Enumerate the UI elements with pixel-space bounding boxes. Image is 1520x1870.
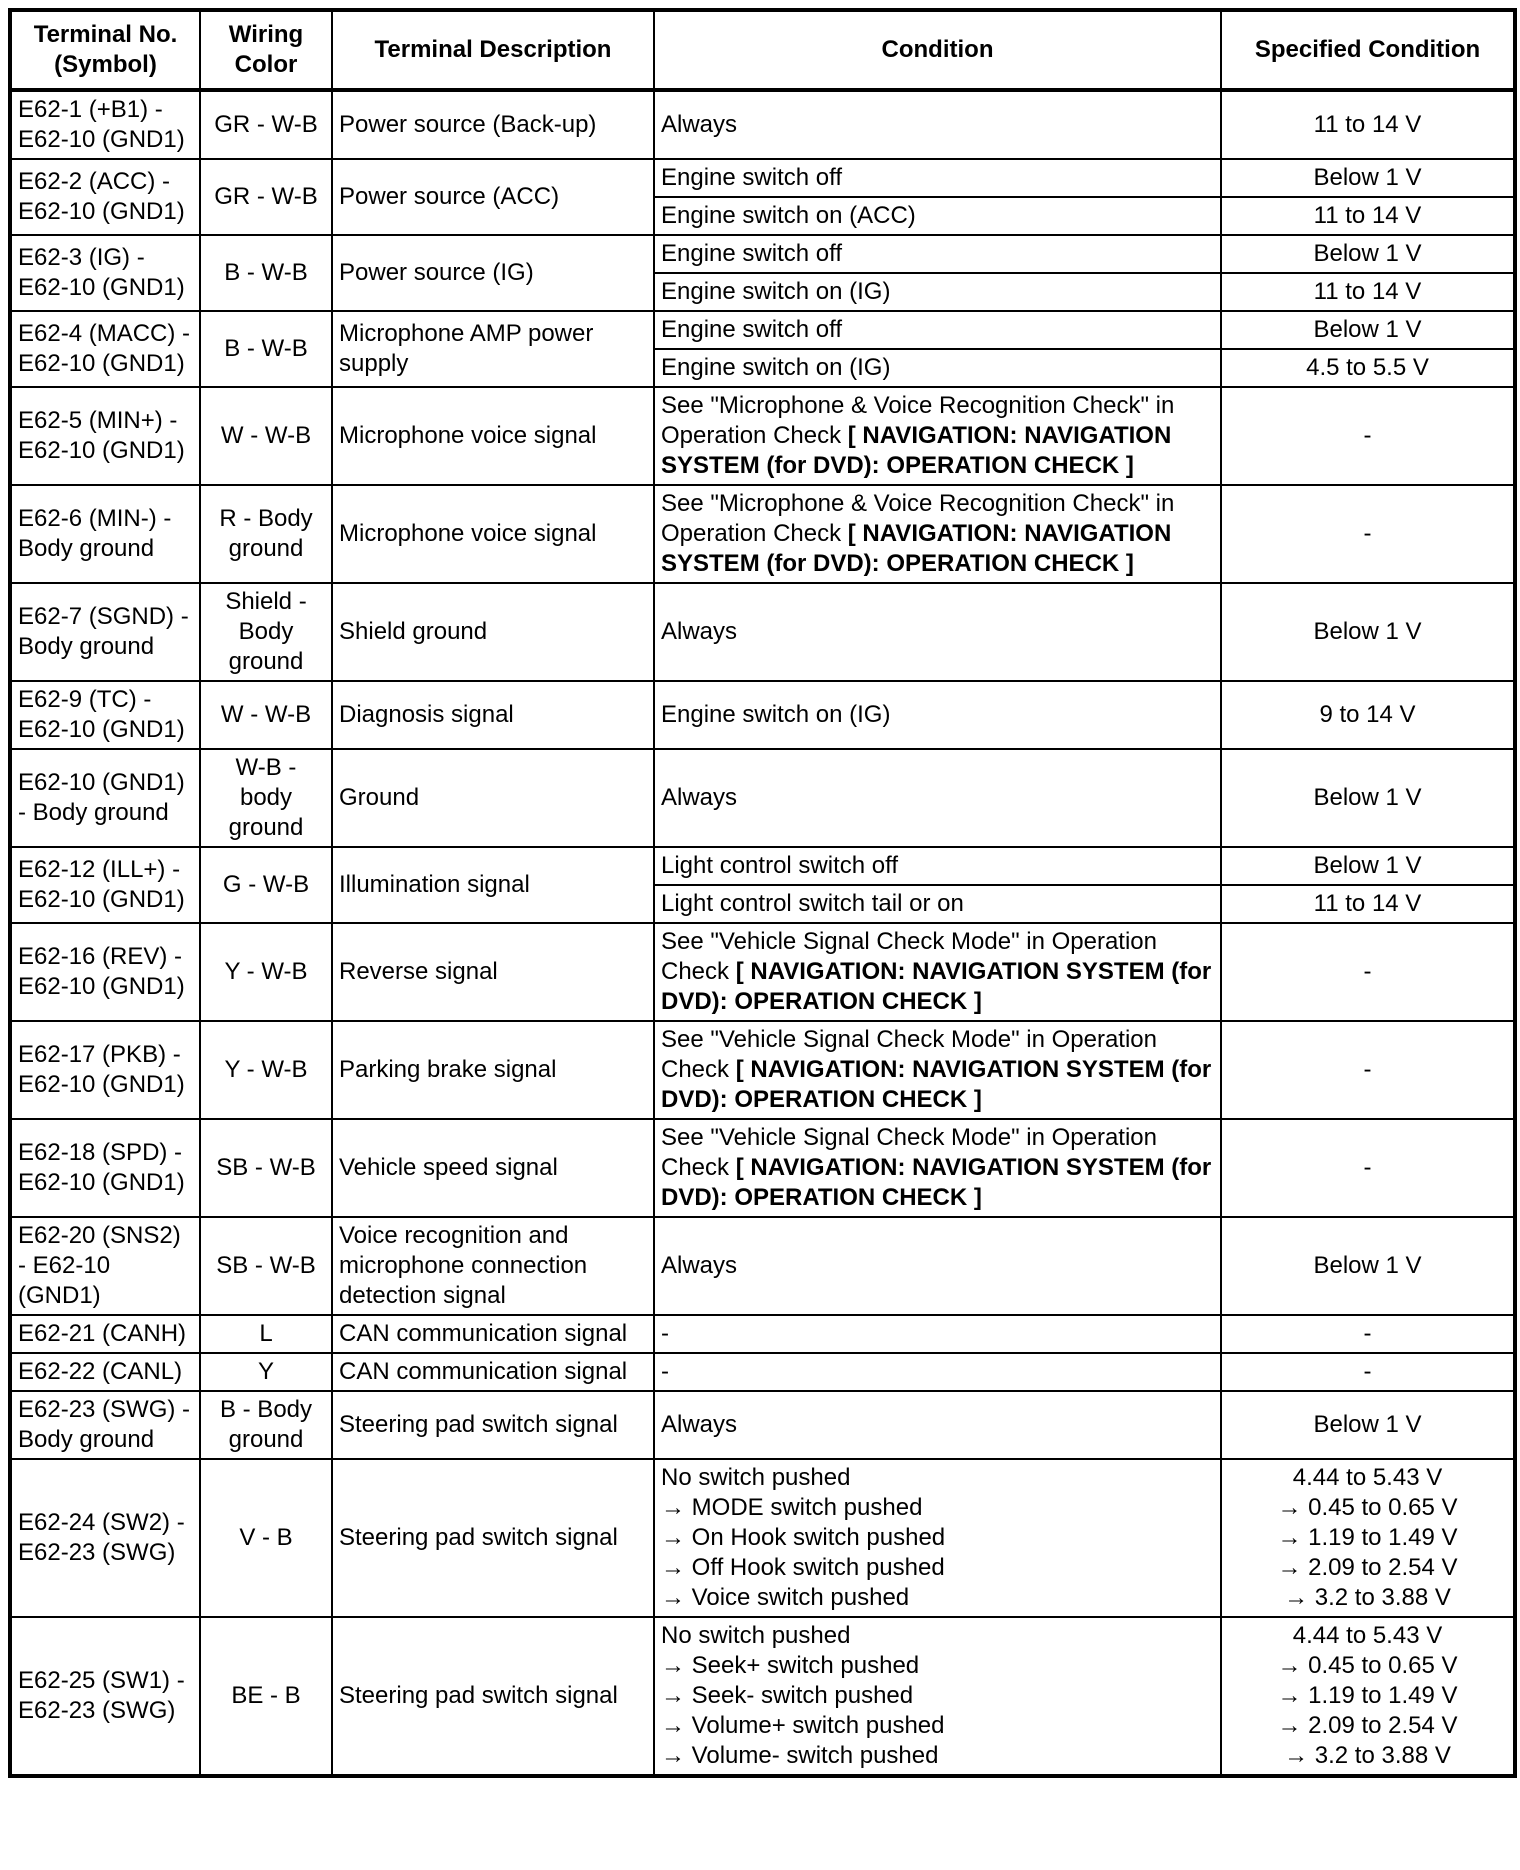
terminal-cell: E62-20 (SNS2) - E62-10 (GND1) bbox=[10, 1217, 200, 1315]
condition-cell bbox=[654, 1119, 1221, 1217]
condition-cell bbox=[654, 923, 1221, 1021]
condition-cell bbox=[654, 1391, 1221, 1459]
specified-cell: 11 to 14 V bbox=[1221, 885, 1515, 923]
description-cell: Steering pad switch signal bbox=[332, 1459, 654, 1617]
table-row bbox=[10, 235, 1515, 273]
condition-line: → Volume- switch pushed bbox=[661, 1742, 939, 1769]
specified-line: 4.44 to 5.43 V bbox=[1292, 1622, 1443, 1649]
terminal-cell: E62-2 (ACC) - E62-10 (GND1) bbox=[10, 159, 200, 235]
terminal-cell: E62-6 (MIN-) - Body ground bbox=[10, 485, 200, 583]
table-row bbox=[10, 1021, 1515, 1119]
description-cell: CAN communication signal bbox=[332, 1353, 654, 1391]
table-row bbox=[10, 1217, 1515, 1315]
wiring-cell: Y - W-B bbox=[200, 923, 332, 1021]
condition-line: → Seek- switch pushed bbox=[661, 1682, 914, 1709]
specified-cell bbox=[1221, 1617, 1515, 1776]
specified-cell: 9 to 14 V bbox=[1221, 681, 1515, 749]
operation-check-reference: [ NAVIGATION: NAVIGATION SYSTEM (for DVD): OPERATION CHECK ] bbox=[661, 1154, 1212, 1211]
table-row bbox=[10, 847, 1515, 885]
condition-cell bbox=[654, 273, 1221, 311]
specified-cell: Below 1 V bbox=[1221, 1217, 1515, 1315]
description-cell: Shield ground bbox=[332, 583, 654, 681]
specified-cell: - bbox=[1221, 485, 1515, 583]
terminal-table-container bbox=[8, 8, 1513, 1778]
operation-check-reference: [ NAVIGATION: NAVIGATION SYSTEM (for DVD): OPERATION CHECK ] bbox=[661, 958, 1212, 1015]
condition-cell bbox=[654, 349, 1221, 387]
table-row bbox=[10, 1617, 1515, 1776]
condition-cell bbox=[654, 197, 1221, 235]
wiring-cell: W-B - body ground bbox=[200, 749, 332, 847]
table-body bbox=[10, 90, 1515, 1776]
specified-line: → 2.09 to 2.54 V bbox=[1277, 1712, 1458, 1739]
specified-cell: Below 1 V bbox=[1221, 1391, 1515, 1459]
condition-cell bbox=[654, 90, 1221, 159]
terminal-cell: E62-17 (PKB) - E62-10 (GND1) bbox=[10, 1021, 200, 1119]
condition-text: See "Vehicle Signal Check Mode" in Operation Check bbox=[661, 1124, 1157, 1181]
condition-text: Light control switch off bbox=[661, 852, 899, 879]
specified-line: → 1.19 to 1.49 V bbox=[1277, 1524, 1458, 1551]
condition-cell bbox=[654, 1617, 1221, 1776]
description-cell: Illumination signal bbox=[332, 847, 654, 923]
header-row bbox=[10, 10, 1515, 90]
terminal-cell: E62-21 (CANH) bbox=[10, 1315, 200, 1353]
specified-line: → 2.09 to 2.54 V bbox=[1277, 1554, 1458, 1581]
condition-cell bbox=[654, 235, 1221, 273]
table-row bbox=[10, 681, 1515, 749]
terminal-cell: E62-18 (SPD) - E62-10 (GND1) bbox=[10, 1119, 200, 1217]
wiring-cell: SB - W-B bbox=[200, 1217, 332, 1315]
condition-line: → On Hook switch pushed bbox=[661, 1524, 946, 1551]
table-row bbox=[10, 1459, 1515, 1617]
description-cell: Power source (IG) bbox=[332, 235, 654, 311]
specified-cell: 11 to 14 V bbox=[1221, 90, 1515, 159]
condition-cell bbox=[654, 885, 1221, 923]
condition-text: Engine switch on (IG) bbox=[661, 701, 891, 728]
condition-text: Light control switch tail or on bbox=[661, 890, 964, 917]
description-cell: Vehicle speed signal bbox=[332, 1119, 654, 1217]
wiring-cell: W - W-B bbox=[200, 387, 332, 485]
table-row bbox=[10, 923, 1515, 1021]
condition-text: Engine switch on (ACC) bbox=[661, 202, 916, 229]
condition-line: No switch pushed bbox=[661, 1464, 851, 1491]
specified-cell: Below 1 V bbox=[1221, 583, 1515, 681]
header-description: Terminal Description bbox=[332, 10, 654, 90]
condition-text: See "Microphone & Voice Recognition Check" in Operation Check bbox=[661, 490, 1175, 547]
specified-line: → 3.2 to 3.88 V bbox=[1284, 1584, 1451, 1611]
table-row bbox=[10, 387, 1515, 485]
wiring-cell: V - B bbox=[200, 1459, 332, 1617]
specified-cell: - bbox=[1221, 387, 1515, 485]
condition-text: Always bbox=[661, 1252, 738, 1279]
wiring-cell: GR - W-B bbox=[200, 90, 332, 159]
header-specified: Specified Condition bbox=[1221, 10, 1515, 90]
specified-cell: Below 1 V bbox=[1221, 159, 1515, 197]
table-row bbox=[10, 1353, 1515, 1391]
wiring-cell: B - W-B bbox=[200, 311, 332, 387]
description-cell: Microphone AMP power supply bbox=[332, 311, 654, 387]
terminal-cell: E62-16 (REV) - E62-10 (GND1) bbox=[10, 923, 200, 1021]
description-cell: CAN communication signal bbox=[332, 1315, 654, 1353]
condition-cell bbox=[654, 749, 1221, 847]
specified-cell: 11 to 14 V bbox=[1221, 197, 1515, 235]
condition-cell bbox=[654, 485, 1221, 583]
condition-cell bbox=[654, 311, 1221, 349]
description-cell: Microphone voice signal bbox=[332, 485, 654, 583]
operation-check-reference: [ NAVIGATION: NAVIGATION SYSTEM (for DVD): OPERATION CHECK ] bbox=[661, 520, 1172, 577]
wiring-cell: W - W-B bbox=[200, 681, 332, 749]
header-condition: Condition bbox=[654, 10, 1221, 90]
description-cell: Ground bbox=[332, 749, 654, 847]
description-cell: Steering pad switch signal bbox=[332, 1391, 654, 1459]
condition-text: Engine switch on (IG) bbox=[661, 278, 891, 305]
wiring-cell: B - W-B bbox=[200, 235, 332, 311]
wiring-cell: SB - W-B bbox=[200, 1119, 332, 1217]
condition-text: See "Microphone & Voice Recognition Check" in Operation Check bbox=[661, 392, 1175, 449]
table-row bbox=[10, 485, 1515, 583]
specified-cell: Below 1 V bbox=[1221, 235, 1515, 273]
terminal-cell: E62-1 (+B1) - E62-10 (GND1) bbox=[10, 90, 200, 159]
condition-line: → Volume+ switch pushed bbox=[661, 1712, 945, 1739]
terminal-table bbox=[8, 8, 1517, 1778]
condition-text: - bbox=[661, 1358, 669, 1385]
terminal-cell: E62-22 (CANL) bbox=[10, 1353, 200, 1391]
table-row bbox=[10, 159, 1515, 197]
condition-text: Always bbox=[661, 784, 738, 811]
condition-cell bbox=[654, 387, 1221, 485]
table-row bbox=[10, 311, 1515, 349]
specified-line: → 0.45 to 0.65 V bbox=[1277, 1652, 1458, 1679]
description-cell: Reverse signal bbox=[332, 923, 654, 1021]
condition-cell bbox=[654, 1353, 1221, 1391]
wiring-cell: Shield - Body ground bbox=[200, 583, 332, 681]
condition-text: - bbox=[661, 1320, 669, 1347]
specified-cell: - bbox=[1221, 1021, 1515, 1119]
wiring-cell: Y bbox=[200, 1353, 332, 1391]
condition-text: Always bbox=[661, 111, 738, 138]
specified-line: 4.44 to 5.43 V bbox=[1292, 1464, 1443, 1491]
condition-text: Engine switch off bbox=[661, 240, 842, 267]
specified-cell: Below 1 V bbox=[1221, 749, 1515, 847]
condition-cell bbox=[654, 159, 1221, 197]
table-row bbox=[10, 583, 1515, 681]
wiring-cell: R - Body ground bbox=[200, 485, 332, 583]
specified-cell bbox=[1221, 1459, 1515, 1617]
wiring-cell: L bbox=[200, 1315, 332, 1353]
terminal-cell: E62-3 (IG) - E62-10 (GND1) bbox=[10, 235, 200, 311]
description-cell: Power source (ACC) bbox=[332, 159, 654, 235]
condition-text: Engine switch off bbox=[661, 164, 842, 191]
terminal-cell: E62-25 (SW1) - E62-23 (SWG) bbox=[10, 1617, 200, 1776]
condition-text: Always bbox=[661, 618, 738, 645]
condition-line: → Voice switch pushed bbox=[661, 1584, 910, 1611]
terminal-cell: E62-4 (MACC) - E62-10 (GND1) bbox=[10, 311, 200, 387]
terminal-cell: E62-24 (SW2) - E62-23 (SWG) bbox=[10, 1459, 200, 1617]
operation-check-reference: [ NAVIGATION: NAVIGATION SYSTEM (for DVD): OPERATION CHECK ] bbox=[661, 1056, 1212, 1113]
condition-cell bbox=[654, 1021, 1221, 1119]
specified-line: → 3.2 to 3.88 V bbox=[1284, 1742, 1451, 1769]
wiring-cell: Y - W-B bbox=[200, 1021, 332, 1119]
specified-cell: - bbox=[1221, 923, 1515, 1021]
terminal-cell: E62-23 (SWG) - Body ground bbox=[10, 1391, 200, 1459]
wiring-cell: BE - B bbox=[200, 1617, 332, 1776]
table-row bbox=[10, 1119, 1515, 1217]
terminal-cell: E62-7 (SGND) - Body ground bbox=[10, 583, 200, 681]
operation-check-reference: [ NAVIGATION: NAVIGATION SYSTEM (for DVD): OPERATION CHECK ] bbox=[661, 422, 1172, 479]
specified-cell: - bbox=[1221, 1119, 1515, 1217]
description-cell: Parking brake signal bbox=[332, 1021, 654, 1119]
description-cell: Steering pad switch signal bbox=[332, 1617, 654, 1776]
condition-text: Always bbox=[661, 1411, 738, 1438]
specified-cell: 11 to 14 V bbox=[1221, 273, 1515, 311]
specified-cell: - bbox=[1221, 1315, 1515, 1353]
table-row bbox=[10, 1391, 1515, 1459]
condition-line: → Seek+ switch pushed bbox=[661, 1652, 920, 1679]
specified-cell: Below 1 V bbox=[1221, 847, 1515, 885]
condition-text: See "Vehicle Signal Check Mode" in Operation Check bbox=[661, 1026, 1157, 1083]
table-row bbox=[10, 749, 1515, 847]
header-wiring: Wiring Color bbox=[200, 10, 332, 90]
condition-cell bbox=[654, 681, 1221, 749]
specified-cell: Below 1 V bbox=[1221, 311, 1515, 349]
terminal-cell: E62-9 (TC) - E62-10 (GND1) bbox=[10, 681, 200, 749]
terminal-cell: E62-5 (MIN+) - E62-10 (GND1) bbox=[10, 387, 200, 485]
description-cell: Microphone voice signal bbox=[332, 387, 654, 485]
specified-line: → 1.19 to 1.49 V bbox=[1277, 1682, 1458, 1709]
condition-cell bbox=[654, 583, 1221, 681]
condition-line: → Off Hook switch pushed bbox=[661, 1554, 945, 1581]
specified-cell: 4.5 to 5.5 V bbox=[1221, 349, 1515, 387]
description-cell: Power source (Back-up) bbox=[332, 90, 654, 159]
header-terminal: Terminal No. (Symbol) bbox=[10, 10, 200, 90]
wiring-cell: B - Body ground bbox=[200, 1391, 332, 1459]
wiring-cell: G - W-B bbox=[200, 847, 332, 923]
condition-cell bbox=[654, 1217, 1221, 1315]
terminal-cell: E62-12 (ILL+) - E62-10 (GND1) bbox=[10, 847, 200, 923]
condition-text: See "Vehicle Signal Check Mode" in Operation Check bbox=[661, 928, 1157, 985]
specified-line: → 0.45 to 0.65 V bbox=[1277, 1494, 1458, 1521]
condition-cell bbox=[654, 847, 1221, 885]
condition-line: → MODE switch pushed bbox=[661, 1494, 923, 1521]
description-cell: Voice recognition and microphone connection detection signal bbox=[332, 1217, 654, 1315]
specified-cell: - bbox=[1221, 1353, 1515, 1391]
condition-cell bbox=[654, 1315, 1221, 1353]
condition-cell bbox=[654, 1459, 1221, 1617]
description-cell: Diagnosis signal bbox=[332, 681, 654, 749]
condition-text: Engine switch off bbox=[661, 316, 842, 343]
terminal-cell: E62-10 (GND1) - Body ground bbox=[10, 749, 200, 847]
table-row bbox=[10, 90, 1515, 159]
condition-text: Engine switch on (IG) bbox=[661, 354, 891, 381]
table-row bbox=[10, 1315, 1515, 1353]
condition-line: No switch pushed bbox=[661, 1622, 851, 1649]
wiring-cell: GR - W-B bbox=[200, 159, 332, 235]
